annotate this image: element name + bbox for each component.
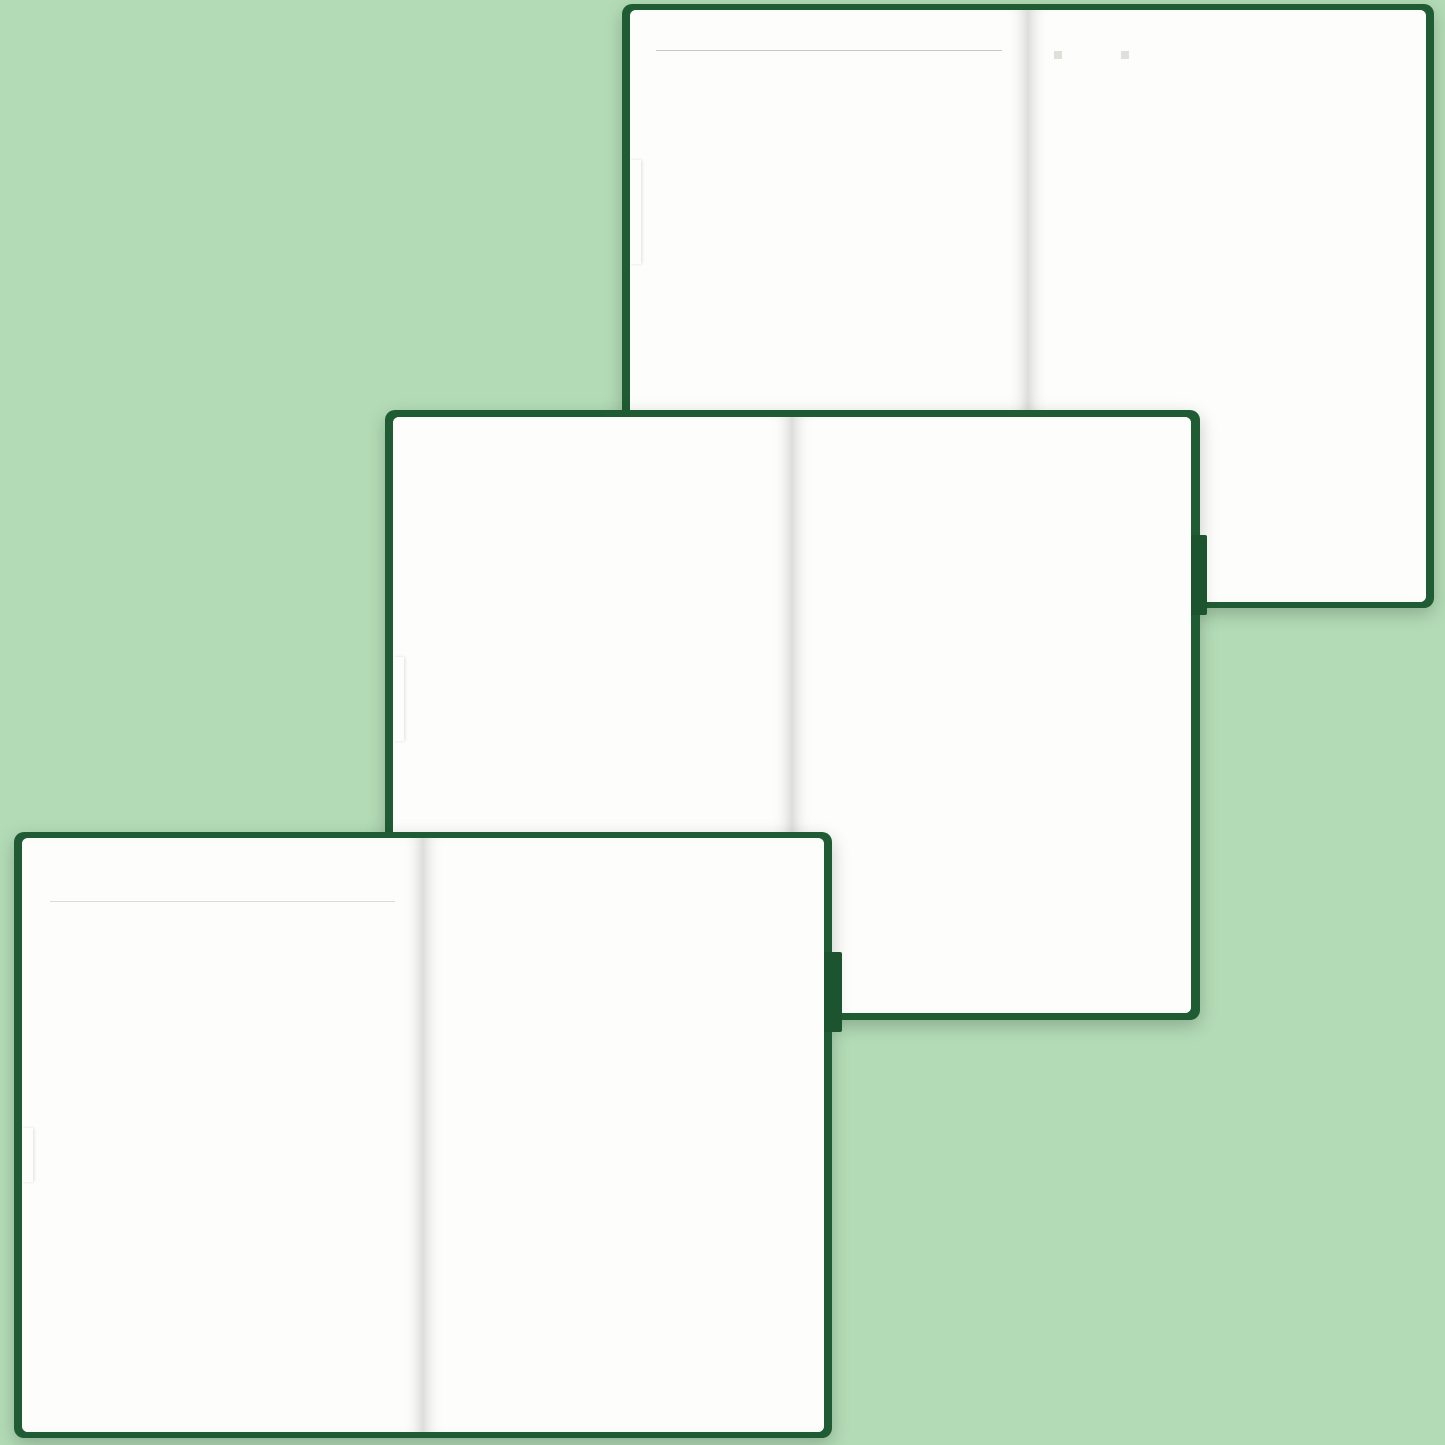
book-finance <box>14 832 832 1438</box>
side-tab-label-wrap[interactable] <box>393 657 404 741</box>
appointed-agent-row <box>50 882 395 902</box>
finance-spread <box>22 838 824 1432</box>
column-header-phone <box>781 46 885 51</box>
promo-arrangements <box>190 80 610 88</box>
checkbox-burial[interactable] <box>1054 50 1068 59</box>
checkbox-icon[interactable] <box>1121 51 1129 59</box>
page-financial-information-left <box>22 838 423 1432</box>
notify-table-header-row <box>656 46 1002 51</box>
bank-account-information-header <box>50 899 395 902</box>
page-my-dependents-right <box>792 417 1191 1013</box>
side-tab-arrangements-left[interactable] <box>630 160 641 270</box>
side-tab-label-wrap[interactable] <box>630 160 641 264</box>
checkbox-cremation[interactable] <box>1121 50 1135 59</box>
side-tab-dependents-left[interactable] <box>393 657 404 747</box>
page-financial-information-right <box>423 838 824 1432</box>
elastic-band <box>822 952 842 1032</box>
side-tab-label-wrap[interactable] <box>22 1128 33 1182</box>
column-header-name <box>656 46 781 51</box>
side-tab-finance-left[interactable] <box>22 1128 33 1188</box>
disposition-checkboxes[interactable] <box>1054 50 1400 59</box>
promo-dependents <box>60 495 375 503</box>
notify-table <box>656 46 1002 51</box>
column-header-details <box>884 46 1002 51</box>
tab-column-arrangements <box>1426 154 1445 554</box>
appointed-agent-line <box>50 882 395 897</box>
checkbox-icon[interactable] <box>1054 51 1062 59</box>
promo-finance <box>840 1110 1190 1116</box>
